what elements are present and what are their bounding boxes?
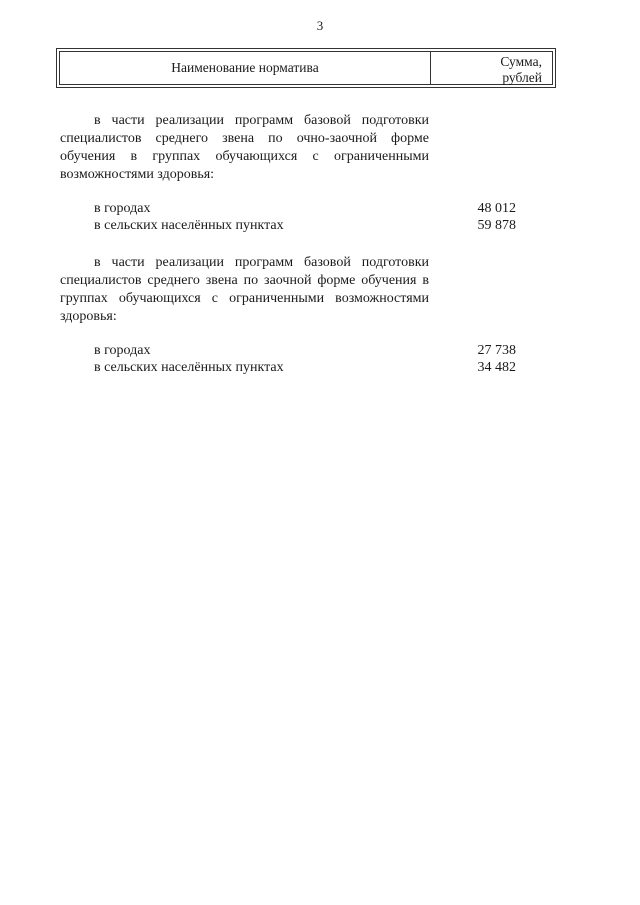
table-header xyxy=(56,48,556,88)
row-value: 34 482 xyxy=(477,360,516,375)
page-number: 3 xyxy=(316,18,324,33)
row-value: 27 738 xyxy=(477,343,516,358)
row-label: в сельских населённых пунктах xyxy=(94,218,284,233)
row-value: 48 012 xyxy=(477,201,516,216)
section-1-description: в части реализации программ базовой подготовки специалистов среднего звена по очно-заочной форме обучения в группах обучающихся с ограниченными возможностями здоровья: xyxy=(60,113,429,182)
column-header-sum-line1: Сумма, xyxy=(500,54,542,69)
row-label: в городах xyxy=(94,343,151,358)
row-value: 59 878 xyxy=(477,218,516,233)
column-header-sum xyxy=(431,52,552,84)
section-2-description: в части реализации программ базовой подготовки специалистов среднего звена по заочной форме обучения в группах обучающихся с ограниченными возможностями здоровья: xyxy=(60,255,429,324)
column-header-name: Наименование норматива xyxy=(171,60,319,75)
row-label: в сельских населённых пунктах xyxy=(94,360,284,375)
table-header-frame xyxy=(59,51,553,85)
column-header-sum-line2: рублей xyxy=(502,70,542,85)
row-label: в городах xyxy=(94,201,151,216)
